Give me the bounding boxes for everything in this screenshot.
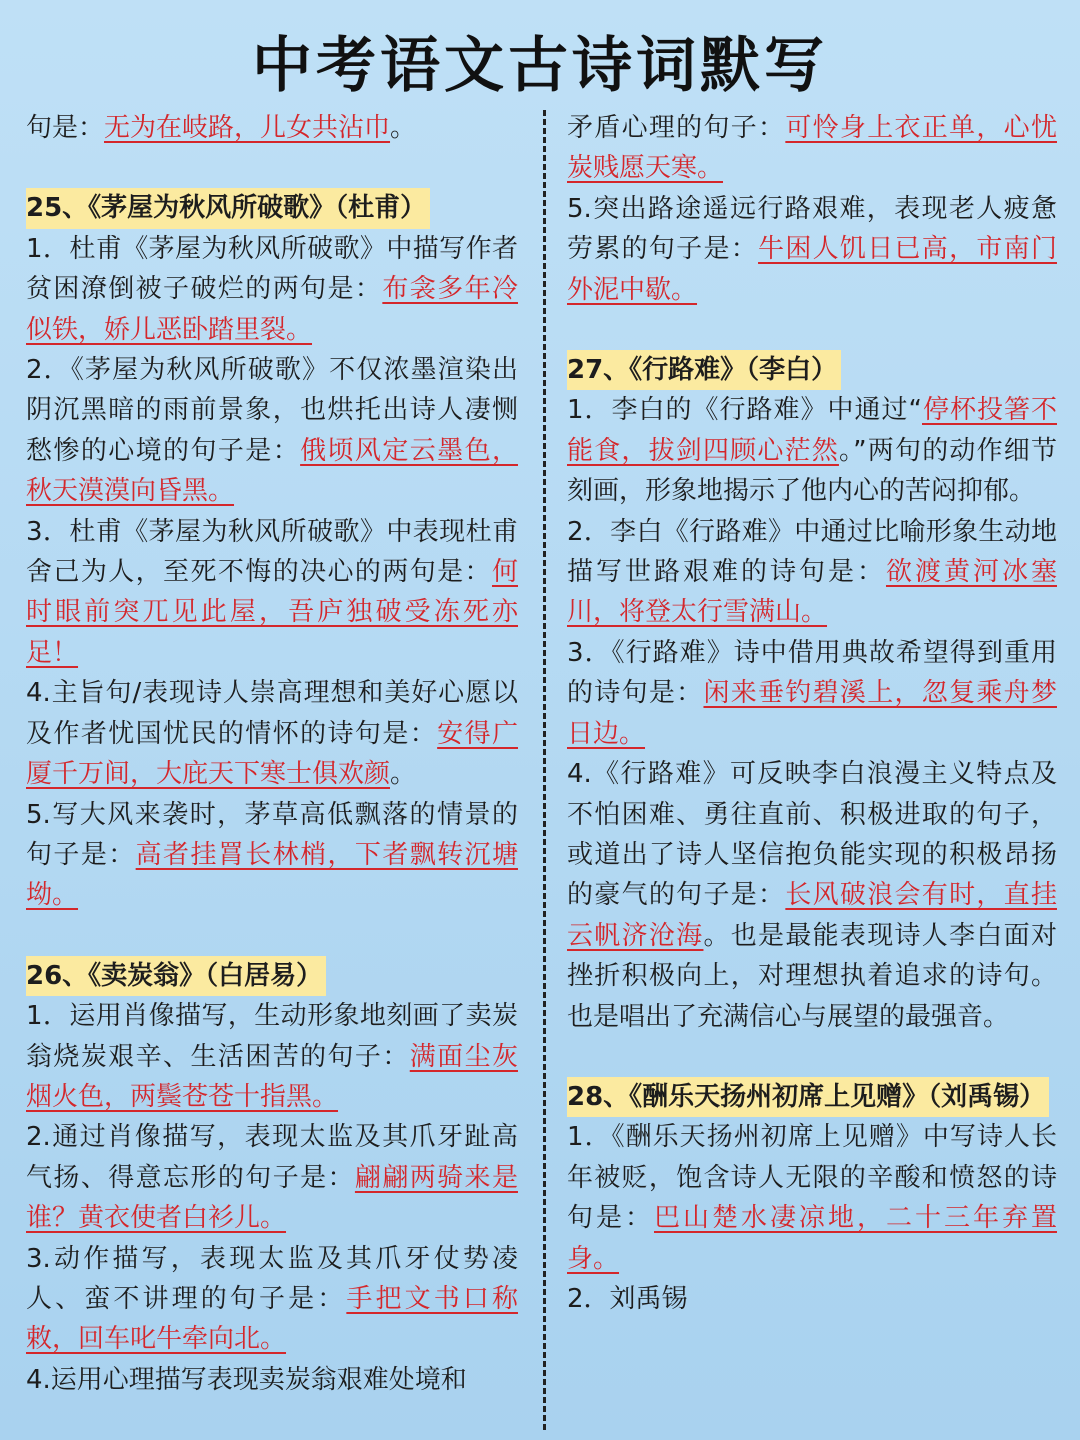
answer: 无为在岐路，儿女共沾巾 bbox=[104, 113, 391, 143]
section-heading-26: 26、《卖炭翁》（白居易） bbox=[26, 956, 326, 996]
question-27-1: 1．李白的《行路难》中通过“停杯投箸不能食，拔剑四顾心茫然。”两句的动作细节刻画，形象地揭示了他内心的苦闷抑郁。 bbox=[567, 395, 1057, 507]
question-26-1: 1．运用肖像描写，生动形象地刻画了卖炭翁烧炭艰辛、生活困苦的句子：满面尘灰烟火色，两鬓苍苍十指黑。 bbox=[26, 1001, 518, 1112]
intro-paragraph: 句是：无为在岐路，儿女共沾巾。 bbox=[26, 113, 417, 143]
section-heading-28: 28、《酬乐天扬州初席上见赠》（刘禹锡） bbox=[567, 1077, 1049, 1117]
question-26-3: 3.动作描写，表现太监及其爪牙仗势凌人、蛮不讲理的句子是：手把文书口称敕，回车叱牛牵向北。 bbox=[26, 1243, 518, 1355]
right-column bbox=[567, 108, 1057, 1319]
question-26-4: 4.运用心理描写表现卖炭翁艰难处境和 bbox=[26, 1364, 467, 1395]
question-27-3: 3．《行路难》诗中借用典故希望得到重用的诗句是：闲来垂钓碧溪上，忽复乘舟梦日边。 bbox=[567, 637, 1057, 749]
question-25-4: 4.主旨句/表现诗人崇高理想和美好心愿以及作者忧国忧民的情怀的诗句是：安得广厦千万间，大庇天下寒士俱欢颜。 bbox=[26, 678, 518, 790]
answer: 牛困人饥日已高，市南门外泥中歇。 bbox=[567, 234, 1057, 305]
question-25-3: 3．杜甫《茅屋为秋风所破歌》中表现杜甫舍己为人，至死不悔的决心的两句是：何时眼前突兀见此屋，吾庐独破受冻死亦足！ bbox=[26, 516, 518, 668]
question-25-1: 1．杜甫《茅屋为秋风所破歌》中描写作者贫困潦倒被子破烂的两句是：布衾多年冷似铁，娇儿恶卧踏里裂。 bbox=[26, 233, 518, 345]
answer: 满面尘灰烟火色，两鬓苍苍十指黑。 bbox=[26, 1041, 518, 1112]
answer: 布衾多年冷似铁，娇儿恶卧踏里裂。 bbox=[26, 274, 518, 345]
section-heading-27: 27、《行路难》（李白） bbox=[567, 350, 841, 390]
answer: 停杯投箸不能食，拔剑四顾心茫然 bbox=[567, 395, 1057, 466]
question-27-4: 4.《行路难》可反映李白浪漫主义特点及不怕困难、勇往直前、积极进取的句子，或道出了诗人坚信抱负能实现的积极昂扬的豪气的句子是：长风破浪会有时，直挂云帆济沧海。也是最能表现诗人李白面对挫折积极向上，对理想执着追求的诗句。也是唱出了充满信心与展望的最强音。 bbox=[567, 759, 1057, 1032]
page-title: 中考语文古诗词默写 bbox=[252, 31, 828, 101]
question-26-2: 2.通过肖像描写，表现太监及其爪牙趾高气扬、得意忘形的句子是：翩翩两骑来是谁？黄衣使者白衫儿。 bbox=[26, 1122, 518, 1234]
section-heading-25: 25、《茅屋为秋风所破歌》（杜甫） bbox=[26, 188, 430, 228]
question-25-2: 2．《茅屋为秋风所破歌》不仅浓墨渲染出阴沉黑暗的雨前景象，也烘托出诗人凄恻愁惨的心境的句子是：俄顷风定云墨色，秋天漠漠向昏黑。 bbox=[26, 355, 518, 507]
column-divider bbox=[543, 110, 546, 1430]
answer: 长风破浪会有时，直挂云帆济沧海 bbox=[567, 880, 1057, 951]
answer: 欲渡黄河冰塞川，将登太行雪满山。 bbox=[567, 557, 1057, 628]
question-27-2: 2．李白《行路难》中通过比喻形象生动地描写世路艰难的诗句是：欲渡黄河冰塞川，将登太行雪满山。 bbox=[567, 516, 1057, 628]
intro-paragraph-right: 矛盾心理的句子：可怜身上衣正单，心忧炭贱愿天寒。 bbox=[567, 113, 1057, 184]
question-28-2: 2．刘禹锡 bbox=[567, 1283, 688, 1314]
left-column bbox=[26, 108, 518, 1400]
answer: 翩翩两骑来是谁？黄衣使者白衫儿。 bbox=[26, 1162, 518, 1234]
answer: 高者挂罥长林梢，下者飘转沉塘坳。 bbox=[26, 839, 518, 911]
question-28-1: 1．《酬乐天扬州初席上见赠》中写诗人长年被贬，饱含诗人无限的辛酸和愤怒的诗句是：巴山楚水凄凉地，二十三年弃置身。 bbox=[567, 1122, 1057, 1274]
answer: 俄顷风定云墨色，秋天漠漠向昏黑。 bbox=[26, 435, 518, 507]
question-26-5: 5.突出路途遥远行路艰难，表现老人疲惫劳累的句子是：牛困人饥日已高，市南门外泥中歇。 bbox=[567, 193, 1057, 305]
answer: 闲来垂钓碧溪上，忽复乘舟梦日边。 bbox=[567, 678, 1057, 749]
answer: 手把文书口称敕，回车叱牛牵向北。 bbox=[26, 1283, 518, 1355]
answer: 安得广厦千万间，大庇天下寒士俱欢颜 bbox=[26, 718, 518, 790]
question-25-5: 5.写大风来袭时，茅草高低飘落的情景的句子是：高者挂罥长林梢，下者飘转沉塘坳。 bbox=[26, 799, 518, 911]
answer: 可怜身上衣正单，心忧炭贱愿天寒。 bbox=[567, 113, 1057, 184]
answer: 巴山楚水凄凉地，二十三年弃置身。 bbox=[567, 1203, 1057, 1274]
answer: 何时眼前突兀见此屋，吾庐独破受冻死亦足！ bbox=[26, 557, 518, 668]
